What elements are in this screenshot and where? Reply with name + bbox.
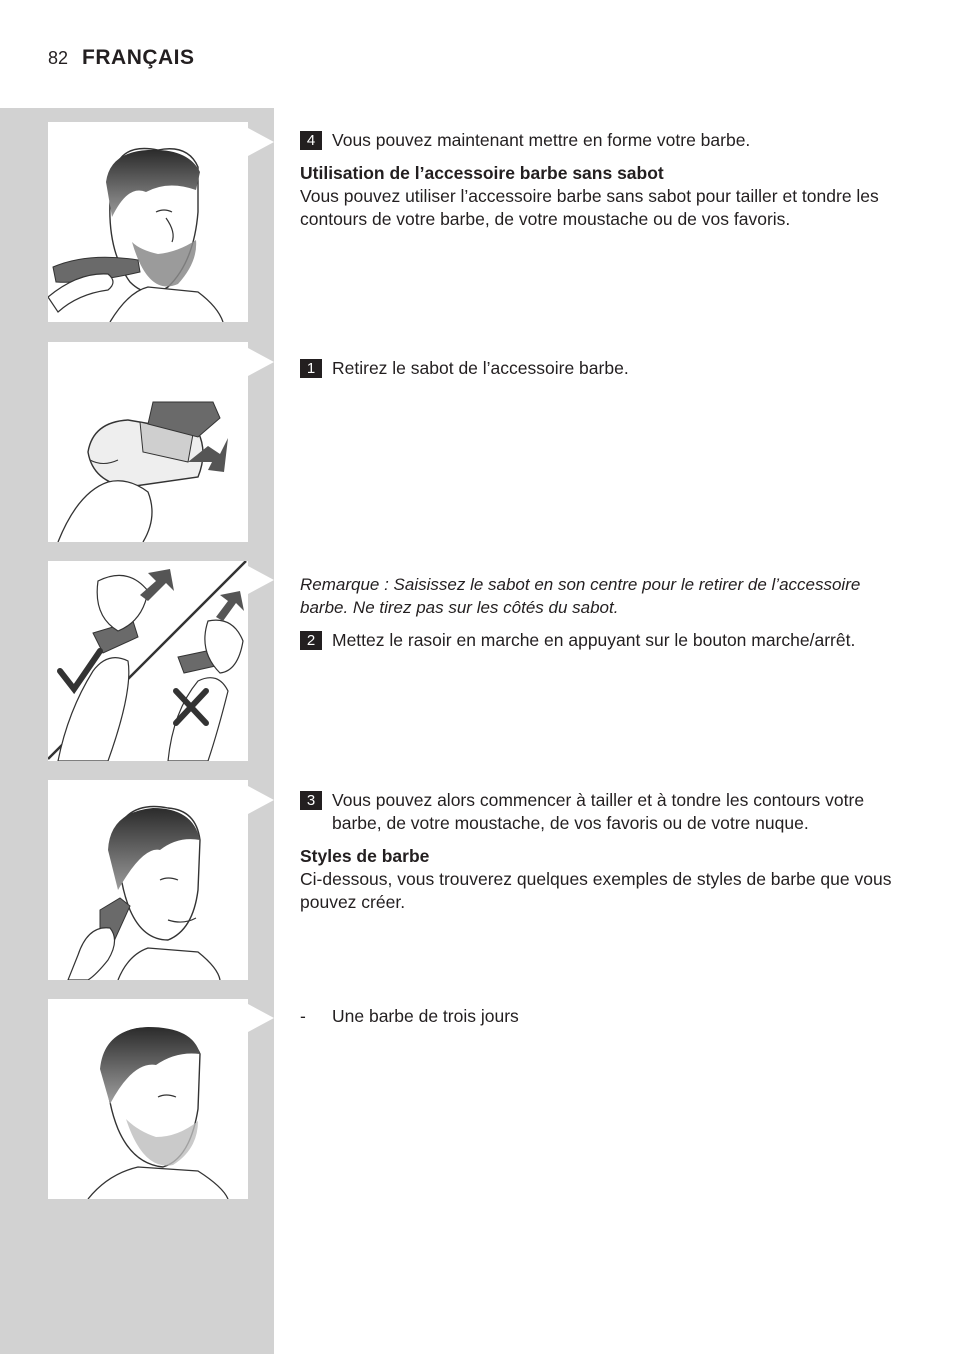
step-item: [300, 789, 910, 835]
pointer: [248, 348, 274, 376]
step-text: Vous pouvez alors commencer à tailler et à tondre les contours votre barbe, de votre moustache, de vos favoris ou de votre nuque.: [332, 790, 865, 833]
section-paragraph: Ci-dessous, vous trouverez quelques exemples de styles de barbe que vous pouvez créer.: [300, 869, 892, 912]
figure-beard-trimming: [48, 122, 248, 322]
step-number-badge: 3: [300, 791, 322, 810]
list-item-text: Une barbe de trois jours: [332, 1006, 519, 1026]
section-step-2: [300, 573, 910, 652]
list-item: [300, 1005, 910, 1028]
step-text: Mettez le rasoir en marche en appuyant sur le bouton marche/arrêt.: [332, 630, 856, 650]
section-heading: Utilisation de l’accessoire barbe sans sabot: [300, 163, 664, 183]
step-item: [300, 629, 910, 652]
pointer: [248, 128, 274, 156]
step-item: [300, 129, 910, 152]
section-heading: Styles de barbe: [300, 846, 430, 866]
figure-grip-comb: [48, 561, 248, 761]
step-number-badge: 1: [300, 359, 322, 378]
pointer: [248, 566, 274, 594]
step-text: Retirez le sabot de l’accessoire barbe.: [332, 358, 629, 378]
figure-contour-trimming: [48, 780, 248, 980]
section-beard-style: [300, 1005, 910, 1028]
pointer: [248, 1004, 274, 1032]
three-day-beard-illustration: [48, 999, 248, 1199]
step-number-badge: 4: [300, 131, 322, 150]
section-step-1: [300, 357, 910, 380]
figure-remove-comb: [48, 342, 248, 542]
arrow-icon: [216, 591, 244, 621]
section-paragraph: Vous pouvez utiliser l’accessoire barbe sans sabot pour tailler et tondre les contours de votre barbe, de votre moustache ou de vos favoris.: [300, 186, 879, 229]
section-step-3: [300, 789, 910, 914]
arrow-icon: [140, 569, 174, 601]
grip-comb-illustration: [48, 561, 248, 761]
language-title: FRANÇAIS: [82, 46, 195, 69]
page-header: [48, 46, 195, 76]
remove-comb-illustration: [48, 342, 248, 542]
man-trimming-illustration: [48, 122, 248, 322]
pointer: [248, 786, 274, 814]
step-number-badge: 2: [300, 631, 322, 650]
note-text: Remarque : Saisissez le sabot en son centre pour le retirer de l’accessoire barbe. Ne tirez pas sur les côtés du sabot.: [300, 575, 861, 617]
page-number: 82: [48, 48, 69, 68]
bullet-dash: -: [300, 1006, 306, 1026]
step-text: Vous pouvez maintenant mettre en forme votre barbe.: [332, 130, 751, 150]
step-item: [300, 357, 910, 380]
figure-three-day-beard: [48, 999, 248, 1199]
contour-trimming-illustration: [48, 780, 248, 980]
section-step-4: [300, 129, 910, 231]
